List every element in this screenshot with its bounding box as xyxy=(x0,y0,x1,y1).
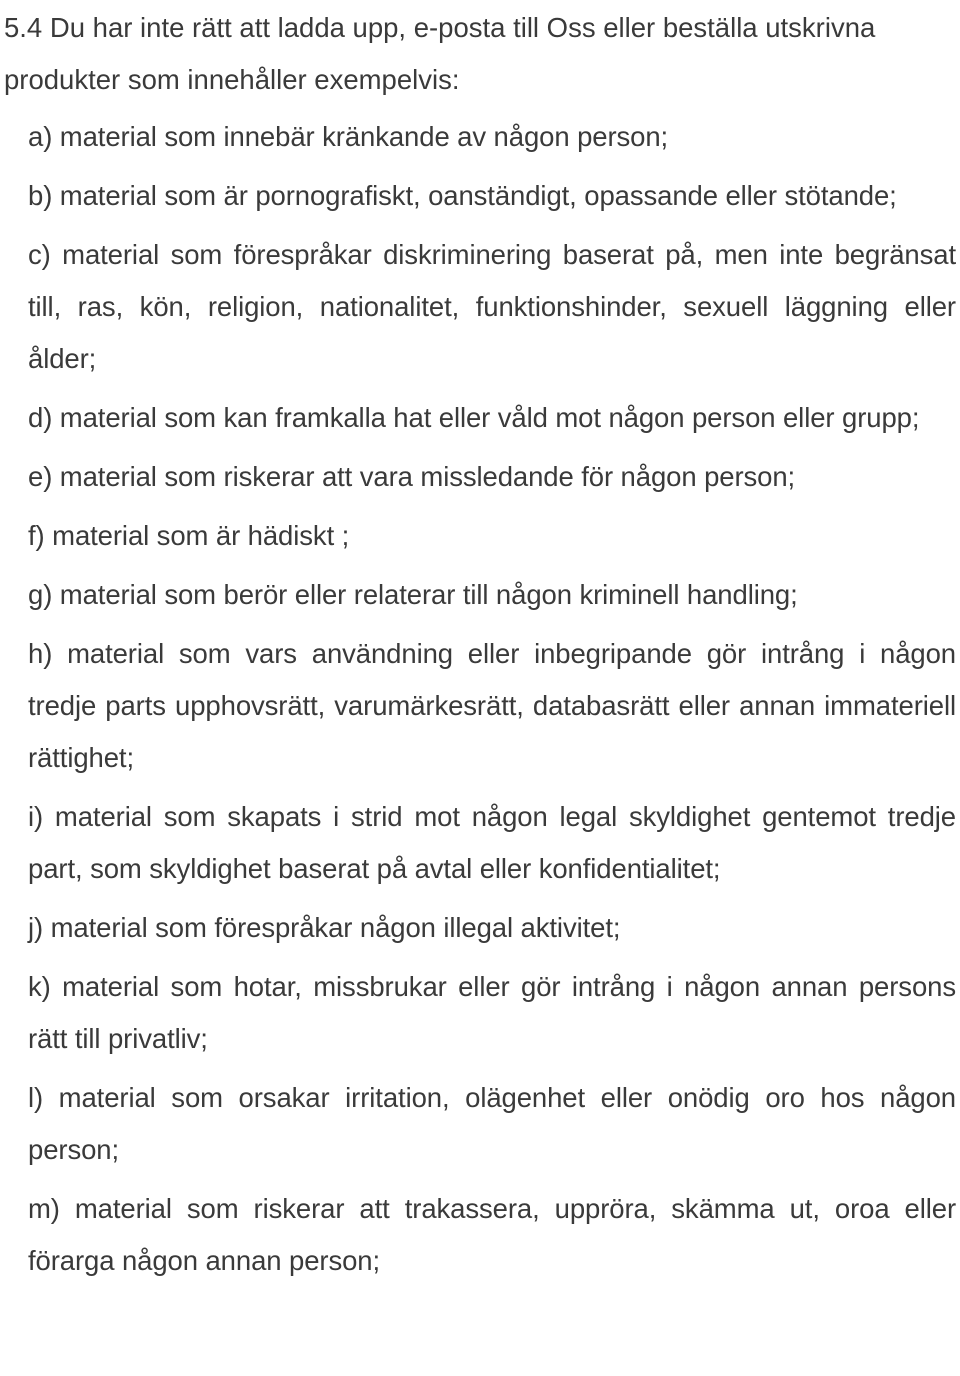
list-item-i: i) material som skapats i strid mot någon legal skyldighet gentemot tredje part, som skyldighet baserat på avtal eller konfidentialitet; xyxy=(28,801,956,884)
list-item-k: k) material som hotar, missbrukar eller gör intrång i någon annan persons rätt till privatliv; xyxy=(28,971,956,1054)
list-item-g: g) material som berör eller relaterar till någon kriminell handling; xyxy=(28,579,798,610)
list-item-b: b) material som är pornografiskt, oanständigt, opassande eller stötande; xyxy=(28,180,897,211)
list-item-f: f) material som är hädiskt ; xyxy=(28,520,350,551)
prohibited-content-list xyxy=(4,111,956,1287)
list-item-l: l) material som orsakar irritation, olägenhet eller onödig oro hos någon person; xyxy=(28,1082,956,1165)
list-item-a: a) material som innebär kränkande av någon person; xyxy=(28,121,669,152)
list-item-h: h) material som vars användning eller inbegripande gör intrång i någon tredje parts upphovsrätt, varumärkesrätt, databasrätt eller annan immateriell rättighet; xyxy=(28,638,956,773)
list-item-e: e) material som riskerar att vara missledande för någon person; xyxy=(28,461,796,492)
list-item-j: j) material som förespråkar någon illegal aktivitet; xyxy=(28,912,621,943)
list-item-m: m) material som riskerar att trakassera, uppröra, skämma ut, oroa eller förarga någon annan person; xyxy=(28,1193,956,1276)
list-item-d: d) material som kan framkalla hat eller våld mot någon person eller grupp; xyxy=(28,402,920,433)
list-item-c: c) material som förespråkar diskriminering baserat på, men inte begränsat till, ras, kön, religion, nationalitet, funktionshinder, sexuell läggning eller ålder; xyxy=(28,239,956,374)
section-intro-paragraph: 5.4 Du har inte rätt att ladda upp, e-posta till Oss eller beställa utskrivna produkter som innehåller exempelvis: xyxy=(4,12,876,95)
